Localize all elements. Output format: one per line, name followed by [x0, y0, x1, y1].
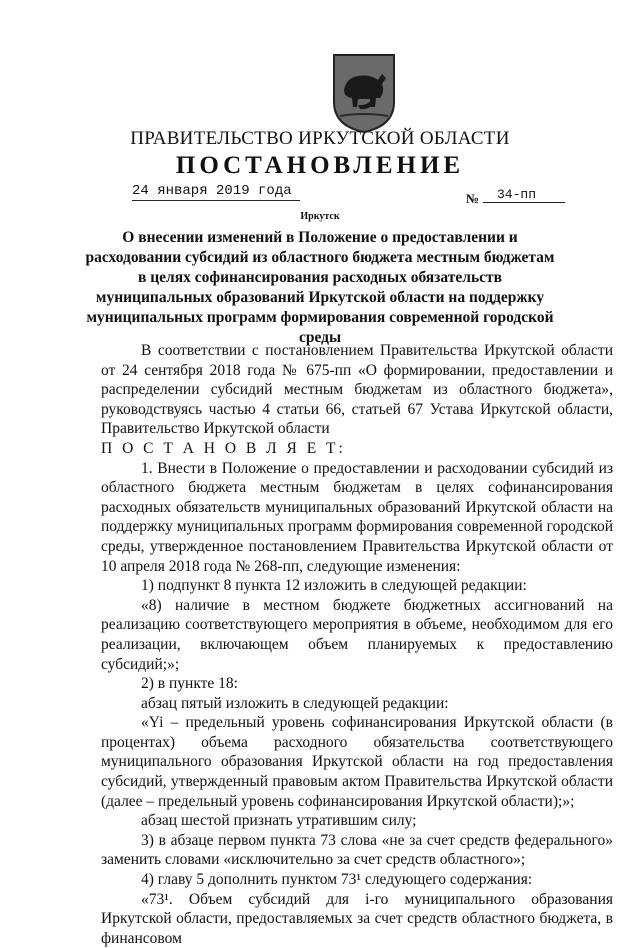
number-sign: №	[466, 191, 480, 206]
paragraph-subitem-2: 2) в пункте 18:	[141, 675, 238, 693]
paragraph-quote-73-1: «73¹. Объем субсидий для i-го муниципального образования Иркутской области, предоставляемых за счет средств областного бюджета, в финансовом	[101, 890, 613, 947]
document-number: 34-пп	[483, 187, 565, 203]
paragraph-subitem-4: 4) главу 5 дополнить пунктом 73¹ следующего содержания:	[141, 871, 533, 889]
document-city: Иркутск	[300, 211, 340, 222]
paragraph-item-1: 1. Внести в Положение о предоставлении и расходовании субсидий из областного бюджета местным бюджетам в целях софинансирования расходных обязательств муниципальных образований Иркутской области на поддержку муниципальных программ формирования современной городской среды, утвержденное постановлением Правительства Иркутской области от 10 апреля 2018 года № 268-пп, следующие изменения:	[101, 459, 613, 575]
document-date: 24 января 2019 года	[132, 183, 300, 201]
paragraph-preamble: В соответствии с постановлением Правительства Иркутской области от 24 сентября 2018 года № 675-пп «О формировании, предоставлении и распределении субсидий местным бюджетам из областного бюджета», руководствуясь частью 4 статьи 66, статьей 67 Устава Иркутской области, Правительство Иркутской области	[101, 342, 613, 438]
paragraph-resolves: П О С Т А Н О В Л Я Е Т:	[101, 439, 346, 457]
paragraph-abzac-5: абзац пятый изложить в следующей редакции:	[141, 694, 449, 712]
paragraph-quote-8: «8) наличие в местном бюджете бюджетных ассигнований на реализацию соответствующего мероприятия в объеме, необходимом для его реализации, включающем объем планируемых к предоставлению субсидий;»;	[101, 596, 613, 673]
paragraph-subitem-1: 1) подпункт 8 пункта 12 изложить в следующей редакции:	[141, 577, 527, 595]
paragraph-quote-yi: «Yi – предельный уровень софинансирования Иркутской области (в процентах) объема расходного обязательства соответствующего муниципального образования Иркутской области на год предоставления субсидий, утвержденный правовым актом Правительства Иркутской области (далее – предельный уровень софинансирования Иркутской области);»;	[101, 714, 613, 810]
document-heading: О внесении изменений в Положение о предоставлении и расходовании субсидий из областного бюджета местным бюджетам в целях софинансирования расходных обязательств муниципальных образований Иркутской области на поддержку муниципальных программ формирования современной городской среды	[85, 229, 555, 346]
document-type-title: ПОСТАНОВЛЕНИЕ	[175, 152, 465, 179]
government-title: ПРАВИТЕЛЬСТВО ИРКУТСКОЙ ОБЛАСТИ	[130, 128, 510, 149]
coat-of-arms-irkutsk-icon	[330, 52, 398, 134]
paragraph-abzac-6: абзац шестой признать утратившим силу;	[141, 812, 417, 830]
document-body	[101, 341, 613, 948]
paragraph-subitem-3: 3) в абзаце первом пункта 73 слова «не за счет средств федерального» заменить словами «исключительно за счет средств областного»;	[101, 831, 613, 869]
